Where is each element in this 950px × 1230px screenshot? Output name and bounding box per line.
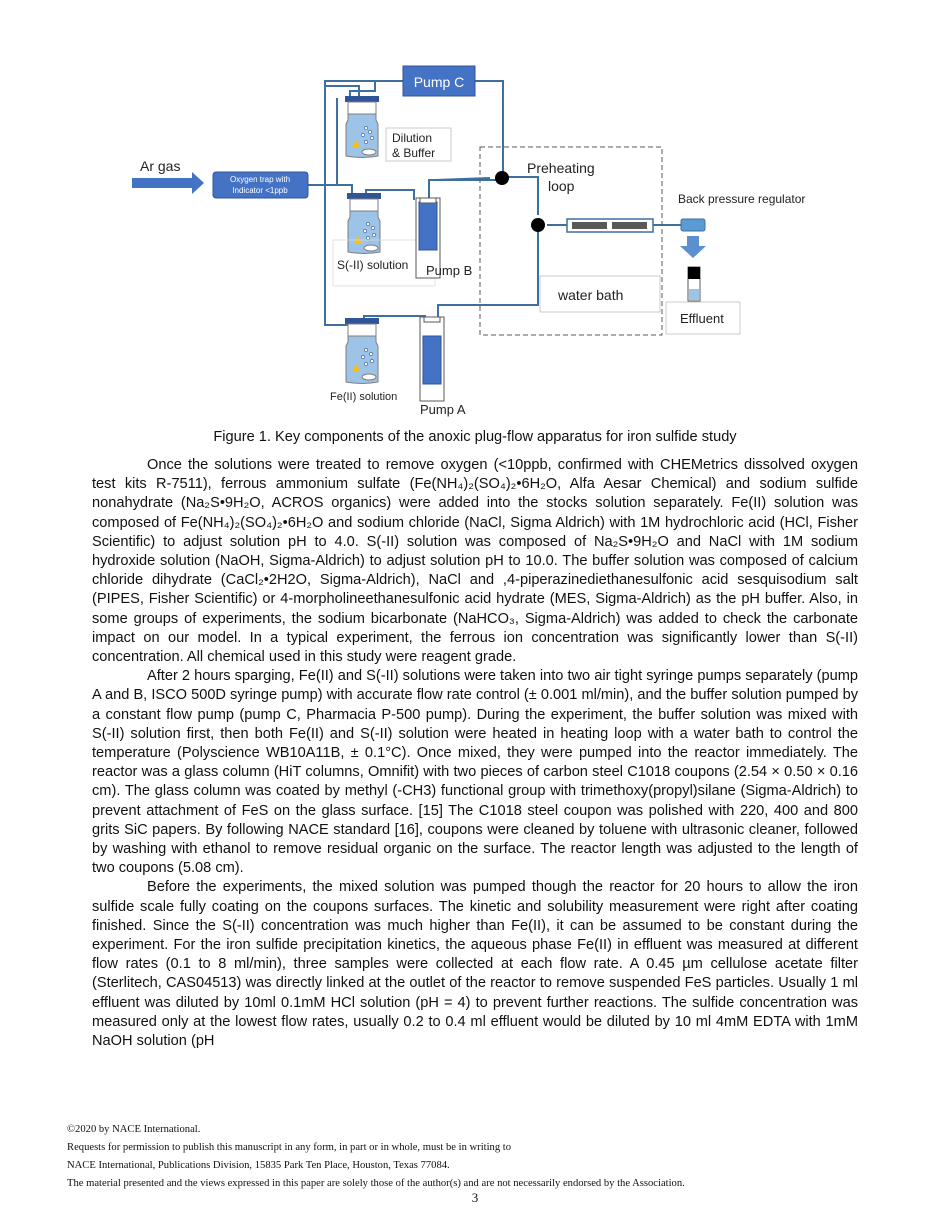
feii-flask: [345, 318, 379, 384]
effluent-arrow: [680, 236, 706, 258]
svg-text:Preheating: Preheating: [527, 160, 595, 176]
pump-b-label: Pump B: [426, 263, 473, 278]
copyright-footer: [67, 1121, 887, 1193]
sii-flask: [347, 193, 381, 254]
reactor-column: [567, 219, 653, 232]
svg-text:& Buffer: & Buffer: [392, 146, 436, 160]
svg-text:loop: loop: [548, 178, 575, 194]
body-text: [92, 456, 858, 1051]
dilution-flask: [345, 96, 379, 158]
oxygen-trap-box: [213, 172, 308, 198]
svg-text:Effluent: Effluent: [680, 311, 724, 326]
svg-text:Pump C: Pump C: [413, 74, 465, 90]
apparatus-diagram: [120, 60, 820, 425]
figure-caption: Figure 1. Key components of the anoxic plug-flow apparatus for iron sulfide study: [213, 429, 737, 445]
feii-solution-label: Fe(II) solution: [330, 391, 398, 403]
footer-line-4: The material presented and the views expressed in this paper are solely those of the author(s) and are not necessarily endorsed by the Association.: [67, 1178, 685, 1189]
pump-a-label: Pump A: [420, 402, 466, 417]
paragraph-1: Once the solutions were treated to remove oxygen (<10ppb, confirmed with CHEMetrics dissolved oxygen test kits R-7511), ferrous ammonium sulfate (Fe(NH₄)₂(SO₄)₂•6H₂O, Alfa Aesar Chemical) and sodium sulfide nonahydrate (Na₂S•9H₂O, ACROS organics) were added into the stocks solution separately. Fe(II) solution was composed of Fe(NH₄)₂(SO₄)₂•6H₂O and sodium chloride (NaCl, Sigma Aldrich) with 1M hydrochloric acid (HCl, Fisher Scientific) to adjust solution pH to 4.0. S(-II) solution was composed of Na₂S•9H₂O and NaCl with 1M sodium hydroxide solution (NaOH, Sigma-Aldrich) to adjust solution pH to 10.0. The buffer solution was composed of calcium chloride dihydrate (CaCl₂•2H2O, Sigma-Aldrich), NaCl and ,4-piperazinediethanesulfonic acid sesquisodium salt (PIPES, Fisher Scientific) or 4-morpholineethanesulfonic acid hydrate (MES, Sigma-Aldrich) as the pH buffer. Also, in some groups of experiments, the sodium bicarbonate (NaHCO₃, Sigma-Aldrich) was added to check the carbonate impact on our model. In a typical experiment, the ferrous ion concentration was significantly lower than S(-II) concentration. All chemical used in this study were reagent grade.: [92, 457, 858, 666]
ar-gas-arrow: [132, 158, 204, 194]
footer-line-3: NACE International, Publications Division, 15835 Park Ten Place, Houston, Texas 77084.: [67, 1160, 450, 1171]
paragraph-2: After 2 hours sparging, Fe(II) and S(-II) solutions were taken into two air tight syringe pumps separately (pump A and B, ISCO 500D syringe pump) with accurate flow rate control (± 0.001 ml/min), and the buffer solution pumped by a constant flow pump (pump C, Pharmacia P-500 pump). During the experiment, the buffer solution was mixed with S(-II) solution first, then both Fe(II) and S(-II) solution were heated in heating loop with a water bath to control the temperature (Polyscience WB10A11B, ± 0.1°C). Once mixed, they were pumped into the reactor immediately. The reactor was a glass column (HiT columns, Omnifit) with two pieces of carbon steel C1018 coupons (2.54 × 0.50 × 0.16 cm). The glass column was coated by methyl (-CH3) functional group with trimethoxy(propyl)silane (Sigma-Aldrich) to prevent attachment of FeS on the glass surface. [15] The C1018 steel coupon was polished with 220, 400 and 800 grits SiC papers. By following NACE standard [16], coupons were cleaned by toluene with ultrasonic cleaner, followed by washing with ethanol to remove residual organic on the surface. The reactor length was adjusted to the length of two coupons (5.08 cm).: [92, 668, 858, 877]
sii-solution-label: S(-II) solution: [337, 258, 409, 272]
preheating-junction: [495, 171, 509, 185]
svg-text:Indicator <1ppb: Indicator <1ppb: [232, 186, 288, 195]
dilution-label: [386, 128, 451, 161]
svg-text:water bath: water bath: [558, 287, 624, 303]
footer-line-1: ©2020 by NACE International.: [67, 1124, 201, 1135]
back-pressure-regulator: [681, 219, 705, 231]
svg-text:Dilution: Dilution: [392, 131, 433, 145]
water-bath-label: [540, 276, 660, 312]
footer-line-2: Requests for permission to publish this manuscript in any form, in part or in whole, must be in writing to: [67, 1142, 512, 1153]
svg-text:Oxygen trap with: Oxygen trap with: [229, 175, 291, 184]
pump-c-box: [403, 66, 475, 96]
paragraph-3: Before the experiments, the mixed solution was pumped though the reactor for 20 hours to allow the iron sulfide scale fully coating on the coupons surfaces. The kinetic and solubility measurement were right after coating finished. Since the S(-II) concentration was much higher than Fe(II), it can be assumed to be constant during the experiment. For the iron sulfide precipitation kinetics, the aqueous phase Fe(II) in effluent was measured at different flow rates (0.1 to 8 ml/min), three samples were collected at each flow rate. A 0.45 µm cellulose acetate filter (Sterlitech, CAS04513) was directly linked at the outlet of the reactor to remove suspended FeS particles. Usually 1 ml effluent was diluted by 10ml 0.1mM HCl solution (pH = 4) to prevent further reactions. The sulfide concentration was measured only at the lowest flow rates, usually 0.2 to 0.4 ml effluent would be diluted by 10 ml 4mM EDTA with 1mM NaOH solution (pH: [92, 879, 858, 1050]
effluent-label: [666, 302, 740, 334]
effluent-vial: [688, 267, 700, 301]
pump-a-syringe: [420, 317, 444, 401]
page-number: 3: [471, 1190, 479, 1205]
bpr-label: Back pressure regulator: [678, 192, 806, 206]
svg-text:Ar gas: Ar gas: [140, 158, 181, 174]
mixing-junction: [531, 218, 545, 232]
